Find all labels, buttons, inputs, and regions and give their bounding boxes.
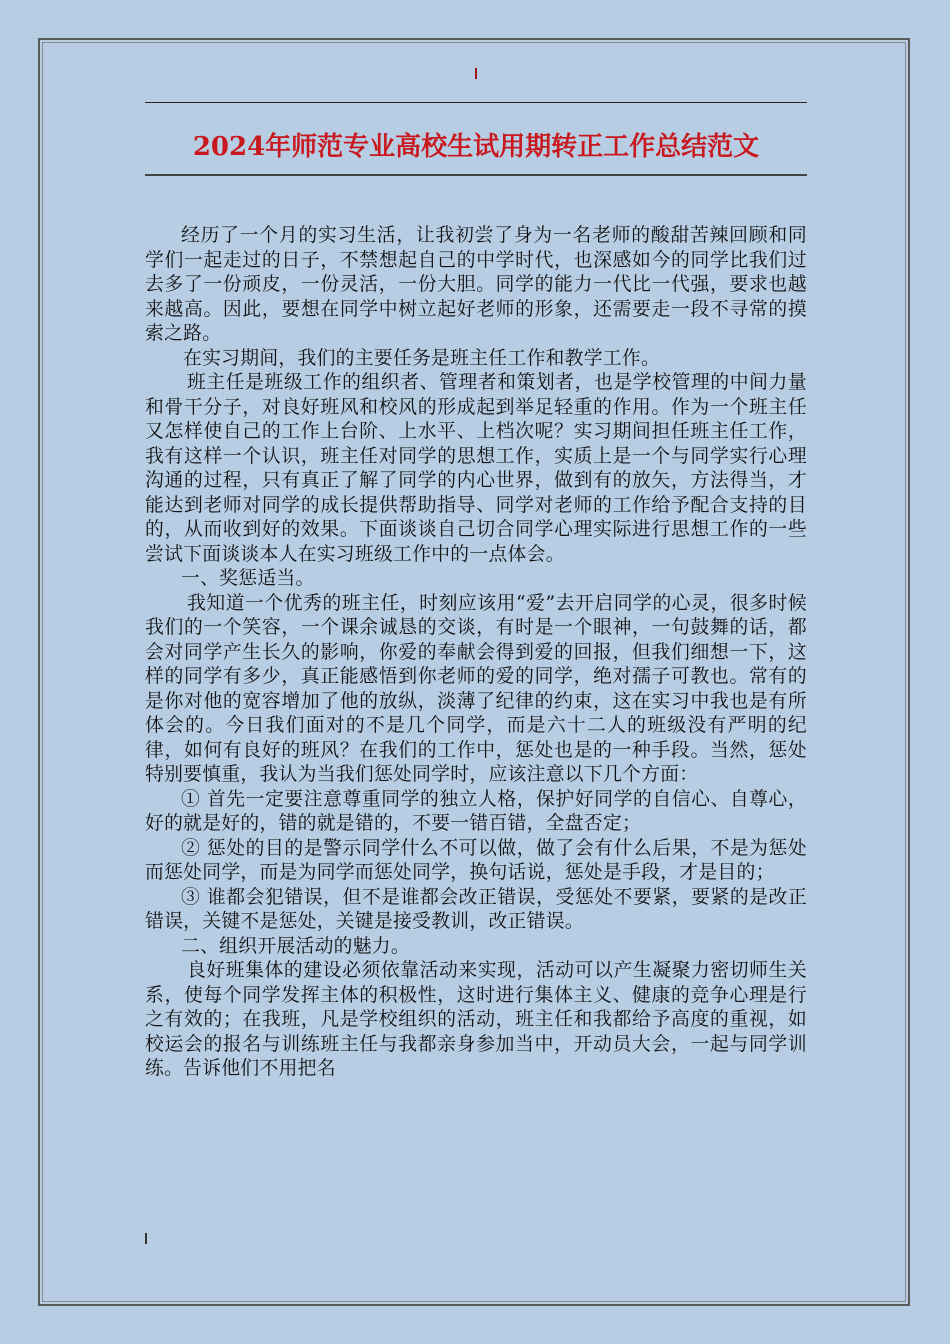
list-item: ② 惩处的目的是警示同学什么不可以做，做了会有什么后果，不是为惩处而惩处同学，而是为同学而惩处同学，换句话说，惩处是手段，才是目的； [145,837,807,883]
paragraph: 经历了一个月的实习生活，让我初尝了身为一名老师的酸甜苦辣回顾和同学们一起走过的日子，不禁想起自己的中学时代，也深感如今的同学比我们过去多了一份顽皮，一份灵活，一份大胆。同学的能力一代比一代强，要求也越来越高。因此，要想在同学中树立起好老师的形象，还需要走一段不寻常的摸索之路。 [145,225,807,344]
paragraph: 在实习期间，我们的主要任务是班主任工作和教学工作。 [183,347,661,369]
list-item: ③ 谁都会犯错误，但不是谁都会改正错误，受惩处不要紧，要紧的是改正错误，关键不是惩处，关键是接受教训，改正错误。 [145,886,807,932]
header-mark [475,68,477,79]
section-heading: 一、奖惩适当。 [181,568,315,589]
paragraph: 我知道一个优秀的班主任，时刻应该用“爱”去开启同学的心灵，很多时候我们的一个笑容，一个课余诚恳的交谈，有时是一个眼神，一句鼓舞的话，都会对同学产生长久的影响，你爱的奉献会得到爱的回报，但我们细想一下，这样的同学有多少，真正能感悟到你老师的爱的同学，绝对孺子可教也。常有的是你对他的宽容增加了他的放纵，淡薄了纪律的约束，这在实习中我也是有所体会的。今日我们面对的不是几个同学，而是六十二人的班级没有严明的纪律，如何有良好的班风？在我们的工作中，惩处也是的一种手段。当然，惩处特别要慎重，我认为当我们惩处同学时，应该注意以下几个方面： [145,592,807,785]
section-heading: 二、组织开展活动的魅力。 [181,935,410,957]
paragraph: 良好班集体的建设必须依靠活动来实现，活动可以产生凝聚力密切师生关系，使每个同学发挥主体的积极性，这时进行集体主义、健康的竞争心理是行之有效的；在我班，凡是学校组织的活动，班主任和我都给予高度的重视，如校运会的报名与训练班主任与我都亲身参加当中，开动员大会，一起与同学训练。告诉他们不用把名 [145,960,807,1079]
title-bottom-rule [145,174,807,176]
footer-mark [145,1233,147,1244]
document-body [145,224,807,1082]
title-top-rule [145,102,807,103]
document-title: 2024年师范专业高校生试用期转正工作总结范文 [192,132,760,162]
list-item: ① 首先一定要注意尊重同学的独立人格，保护好同学的自信心、自尊心，好的就是好的，错的就是错的，不要一错百错，全盘否定； [145,788,807,834]
paragraph: 班主任是班级工作的组织者、管理者和策划者，也是学校管理的中间力量和骨干分子，对良好班风和校风的形成起到举足轻重的作用。作为一个班主任又怎样使自己的工作上台阶、上水平、上档次呢？实习期间担任班主任工作，我有这样一个认识，班主任对同学的思想工作，实质上是一个与同学实行心理沟通的过程，只有真正了解了同学的内心世界，做到有的放矢，方法得当，才能达到老师对同学的成长提供帮助指导、同学对老师的工作给予配合支持的目的，从而收到好的效果。下面谈谈自己切合同学心理实际进行思想工作的一些尝试下面谈谈本人在实习班级工作中的一点体会。 [145,372,807,565]
